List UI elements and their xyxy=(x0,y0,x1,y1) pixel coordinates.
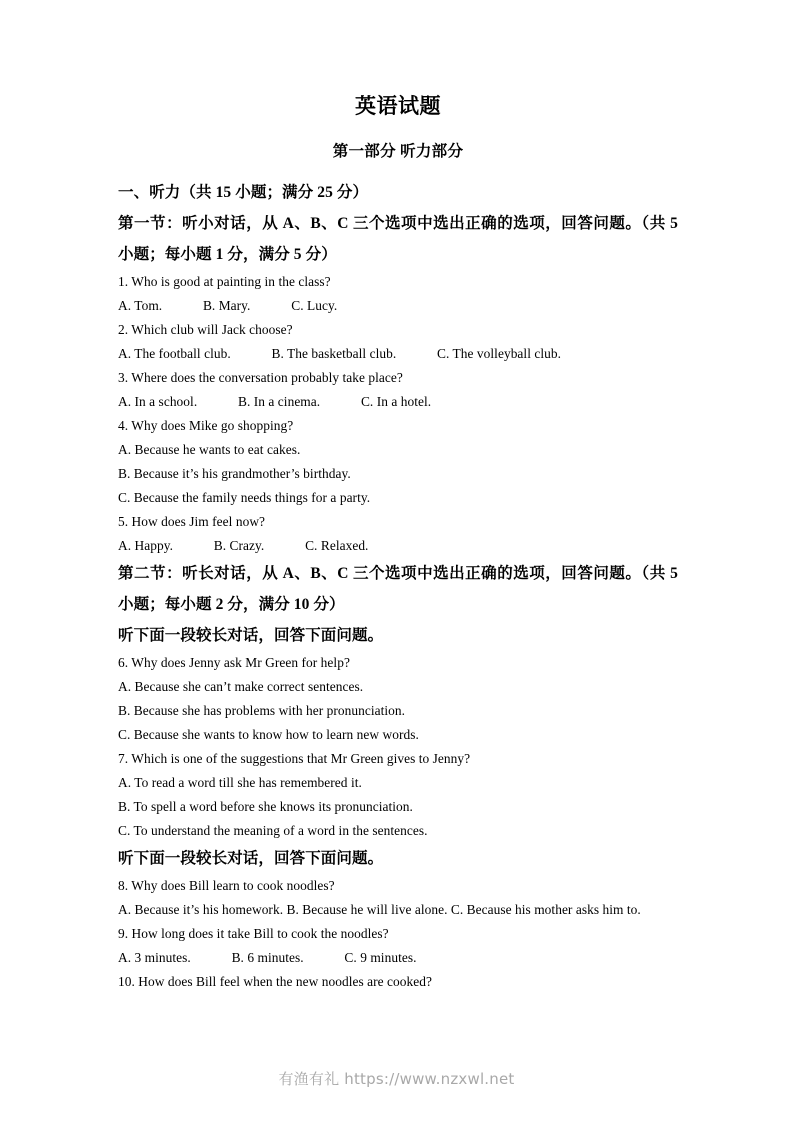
question-6: 6. Why does Jenny ask Mr Green for help? xyxy=(118,654,350,670)
question-7-option-a: A. To read a word till she has remembered it. xyxy=(118,774,362,790)
dialogue-one-heading: 听下面一段较长对话，回答下面问题。 xyxy=(118,626,384,644)
question-3: 3. Where does the conversation probably take place? xyxy=(118,369,403,385)
question-7: 7. Which is one of the suggestions that Mr Green gives to Jenny? xyxy=(118,750,471,766)
question-9-options: A. 3 minutes. B. 6 minutes. C. 9 minutes. xyxy=(118,949,417,965)
document-content xyxy=(118,0,678,994)
question-5: 5. How does Jim feel now? xyxy=(118,513,266,529)
question-6-option-a: A. Because she can’t make correct sentences. xyxy=(118,678,364,694)
question-3-options: A. In a school. B. In a cinema. C. In a hotel. xyxy=(118,393,432,409)
question-6-option-c: C. Because she wants to know how to learn new words. xyxy=(118,726,419,742)
question-4: 4. Why does Mike go shopping? xyxy=(118,417,294,433)
question-9: 9. How long does it take Bill to cook the noodles? xyxy=(118,925,389,941)
question-2: 2. Which club will Jack choose? xyxy=(118,321,293,337)
question-4-option-a: A. Because he wants to eat cakes. xyxy=(118,441,301,457)
question-1-options: A. Tom. B. Mary. C. Lucy. xyxy=(118,297,338,313)
question-7-option-c: C. To understand the meaning of a word in the sentences. xyxy=(118,822,428,838)
question-7-option-b: B. To spell a word before she knows its pronunciation. xyxy=(118,798,413,814)
question-8: 8. Why does Bill learn to cook noodles? xyxy=(118,877,335,893)
question-10: 10. How does Bill feel when the new noodles are cooked? xyxy=(118,973,432,989)
question-4-option-c: C. Because the family needs things for a party. xyxy=(118,489,371,505)
part-two-instructions: 第二节：听长对话，从 A、B、C 三个选项中选出正确的选项，回答问题。（共 5 小题；每小题 2 分，满分 10 分） xyxy=(118,564,678,613)
section-heading-listening: 一、听力（共 15 小题；满分 25 分） xyxy=(118,183,369,201)
dialogue-two-heading: 听下面一段较长对话，回答下面问题。 xyxy=(118,849,384,867)
site-watermark: 有渔有礼 https://www.nzxwl.net xyxy=(278,1070,515,1088)
question-1: 1. Who is good at painting in the class? xyxy=(118,273,331,289)
question-2-options: A. The football club. B. The basketball club. C. The volleyball club. xyxy=(118,345,562,361)
question-5-options: A. Happy. B. Crazy. C. Relaxed. xyxy=(118,537,369,553)
part-one-instructions: 第一节：听小对话，从 A、B、C 三个选项中选出正确的选项，回答问题。（共 5 小题；每小题 1 分，满分 5 分） xyxy=(118,214,678,263)
question-8-options: A. Because it’s his homework. B. Because he will live alone. C. Because his mother asks him to. xyxy=(118,901,641,917)
part-subtitle: 第一部分 听力部分 xyxy=(332,143,464,160)
page-title: 英语试题 xyxy=(355,94,441,118)
question-4-option-b: B. Because it’s his grandmother’s birthday. xyxy=(118,465,351,481)
question-6-option-b: B. Because she has problems with her pronunciation. xyxy=(118,702,406,718)
